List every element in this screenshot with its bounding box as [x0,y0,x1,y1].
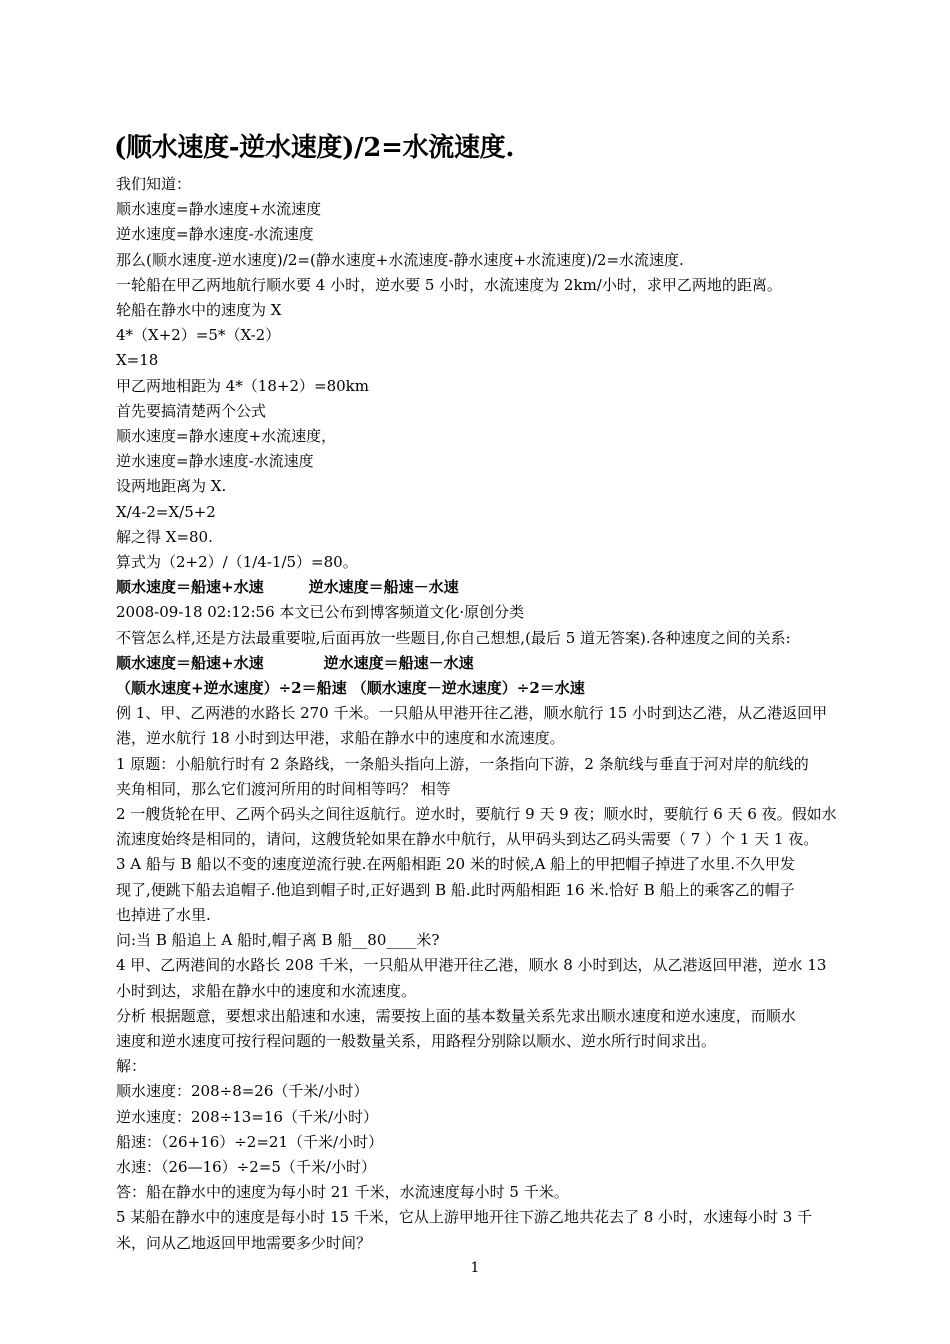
text-line: 4 甲、乙两港间的水路长 208 千米，一只船从甲港开往乙港，顺水 8 小时到达，从乙港返回甲港，逆水 13 [116,956,827,975]
text-line: 4*（X+2）=5*（X-2） [116,326,281,345]
text-line: 顺水速度：208÷8=26（千米/小时） [116,1082,369,1101]
text-line: 逆水速度=静水速度-水流速度 [116,452,314,471]
text-line: 甲乙两地相距为 4*（18+2）=80km [116,376,369,395]
text-line: 首先要搞清楚两个公式 [116,401,267,420]
text-line: 例 1、甲、乙两港的水路长 270 千米。一只船从甲港开往乙港，顺水航行 15 小时到达乙港，从乙港返回甲 [116,704,828,723]
text-line: 问:当 B 船追上 A 船时,帽子离 B 船__80____米? [116,931,440,950]
text-line: 水速：（26—16）÷2=5（千米/小时） [116,1157,376,1176]
text-line: 解： [116,1057,147,1076]
text-line: 算式为（2+2）/（1/4-1/5）=80。 [116,553,358,572]
text-line: 解之得 X=80. [116,527,213,546]
text-line: 5 某船在静水中的速度是每小时 15 千米，它从上游甲地开往下游乙地共花去了 8 小时，水速每小时 3 千 [116,1208,813,1227]
text-line: 2 一艘货轮在甲、乙两个码头之间往返航行。逆水时，要航行 9 天 9 夜；顺水时，要航行 6 天 6 夜。假如水 [116,805,837,824]
text-line: 顺水速度＝船速+水速 逆水速度＝船速－水速 [116,578,459,597]
text-line: X=18 [116,351,159,370]
text-line: 逆水速度：208÷13=16（千米/小时） [116,1107,378,1126]
text-line: 船速：（26+16）÷2=21（千米/小时） [116,1132,384,1151]
text-line: 3 A 船与 B 船以不变的速度逆流行驶.在两船相距 20 米的时候,A 船上的甲把帽子掉进了水里.不久甲发 [116,855,796,874]
text-line: 夹角相同，那么它们渡河所用的时间相等吗？ 相等 [116,779,451,798]
text-line: 2008-09-18 02:12:56 本文已公布到博客频道文化·原创分类 [116,603,525,622]
text-line: 那么(顺水速度-逆水速度)/2=(静水速度+水流速度-静水速度+水流速度)/2=水流速度. [116,250,684,269]
text-line: 逆水速度=静水速度-水流速度 [116,225,314,244]
text-line: 1 原题：小船航行时有 2 条路线，一条船头指向上游，一条指向下游，2 条航线与垂直于河对岸的航线的 [116,754,809,773]
text-line: 轮船在静水中的速度为 X [116,301,282,320]
document-body [116,172,864,1256]
text-line: 米，问从乙地返回甲地需要多少时间？ [116,1233,372,1252]
text-line: 一轮船在甲乙两地航行顺水要 4 小时，逆水要 5 小时，水流速度为 2km/小时，求甲乙两地的距离。 [116,275,782,294]
text-line: 流速度始终是相同的，请问，这艘货轮如果在静水中航行，从甲码头到达乙码头需要（ 7 ）个 1 天 1 夜。 [116,830,819,849]
text-line: 设两地距离为 X. [116,477,227,496]
text-line: 小时到达，求船在静水中的速度和水流速度。 [116,981,417,1000]
text-line: 顺水速度=静水速度+水流速度， [116,427,337,446]
text-line: 也掉进了水里. [116,905,211,924]
document-title: (顺水速度-逆水速度)/2=水流速度. [114,133,515,163]
text-line: （顺水速度+逆水速度）÷2＝船速 （顺水速度－逆水速度）÷2＝水速 [116,679,585,698]
text-line: 现了,便跳下船去追帽子.他追到帽子时,正好遇到 B 船.此时两船相距 16 米.恰好 B 船上的乘客乙的帽子 [116,880,795,899]
text-line: 不管怎么样,还是方法最重要啦,后面再放一些题目,你自己想想,(最后 5 道无答案).各种速度之间的关系: [116,628,791,647]
page-number: 1 [470,1260,480,1276]
text-line: X/4-2=X/5+2 [116,502,216,521]
text-line: 我们知道： [116,175,192,193]
text-line: 速度和逆水速度可按行程问题的一般数量关系，用路程分别除以顺水、逆水所行时间求出。 [116,1031,717,1050]
text-line: 答：船在静水中的速度为每小时 21 千米，水流速度每小时 5 千米。 [116,1183,569,1202]
text-line: 分析 根据题意，要想求出船速和水速，需要按上面的基本数量关系先求出顺水速度和逆水速度，而顺水 [116,1006,796,1025]
text-line: 顺水速度=静水速度+水流速度 [116,200,322,219]
text-line: 顺水速度＝船速+水速 逆水速度＝船速－水速 [116,653,474,672]
text-line: 港，逆水航行 18 小时到达甲港，求船在静水中的速度和水流速度。 [116,729,565,748]
